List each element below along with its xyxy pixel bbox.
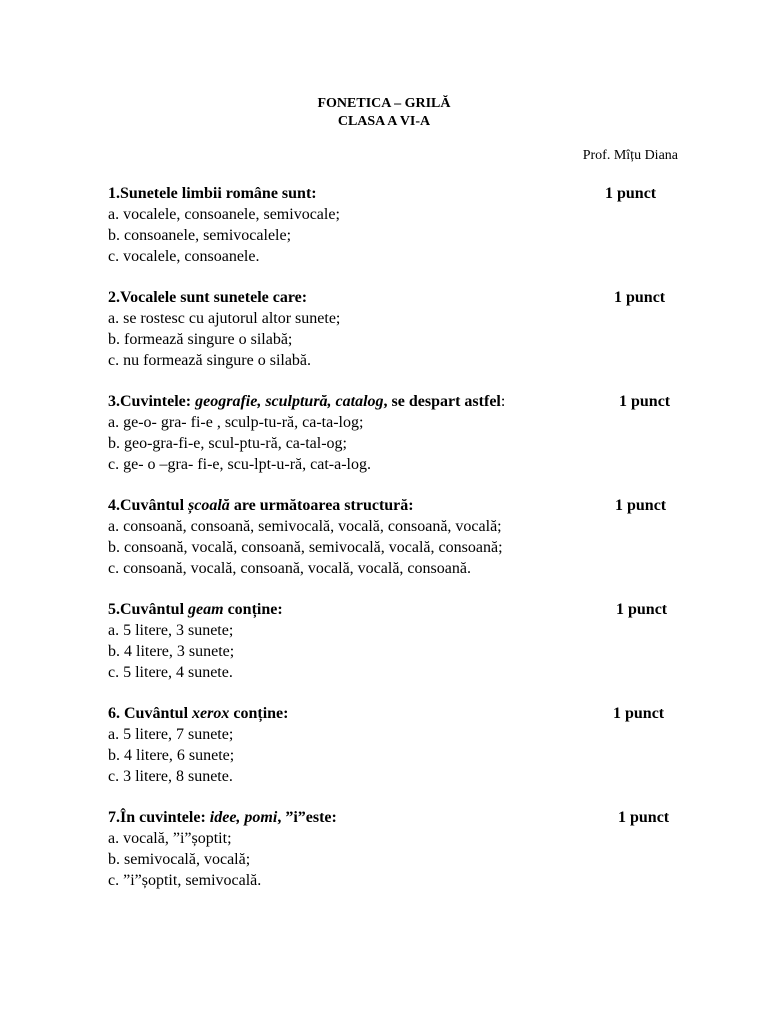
question-text [108,185,317,202]
question-3 [108,391,698,475]
question-text-part: , ”i”este: [277,809,337,826]
answer-option-b: b. formează singure o silabă; [108,331,293,348]
question-text [108,705,288,722]
points-label: 1 punct [605,185,657,202]
question-7 [108,807,698,891]
answer-option-c: c. ge- o –gra- fi-e, scu-lpt-u-ră, cat-a-log. [108,456,371,473]
answer-option-a: a. vocalele, consoanele, semivocale; [108,206,340,223]
document-subtitle: CLASA A VI-A [337,114,431,129]
points-label: 1 punct [616,601,668,618]
question-text-part: : [500,393,506,410]
answer-option-a: a. consoană, consoană, semivocală, vocală, consoană, vocală; [108,518,502,535]
question-term: geografie, sculptură, catalog [195,393,384,410]
answer-option-c: c. ”i”șoptit, semivocală. [108,872,262,889]
question-heading [108,703,698,724]
question-text [108,601,283,618]
question-term: xerox [192,705,230,722]
question-text-part: 3.Cuvintele: [108,393,196,410]
question-text-part: 6. Cuvântul [108,705,193,722]
question-text-part: , se despart astfel [383,393,501,410]
points-label: 1 punct [614,289,666,306]
points-label: 1 punct [615,497,667,514]
question-text [108,393,505,410]
question-heading [108,599,698,620]
answer-option-a: a. 5 litere, 3 sunete; [108,622,234,639]
question-term: școală [188,497,230,514]
answer-option-a: a. 5 litere, 7 sunete; [108,726,234,743]
question-4 [108,495,698,579]
points-label: 1 punct [613,705,665,722]
question-5 [108,599,698,683]
answer-option-a: a. vocală, ”i”șoptit; [108,830,232,847]
answer-option-b: b. semivocală, vocală; [108,851,251,868]
answer-option-b: b. geo-gra-fi-e, scul-ptu-ră, ca-tal-og; [108,435,347,452]
question-heading [108,807,698,828]
author-name: Prof. Mîțu Diana [582,148,678,163]
answer-option-a: a. se rostesc cu ajutorul altor sunete; [108,310,341,327]
answer-option-c: c. nu formează singure o silabă. [108,352,312,369]
question-heading [108,287,698,308]
answer-option-c: c. 5 litere, 4 sunete. [108,664,233,681]
answer-option-c: c. vocalele, consoanele. [108,248,260,265]
question-heading [108,391,698,412]
question-term: idee, pomi [209,809,278,826]
answer-option-b: b. 4 litere, 3 sunete; [108,643,235,660]
question-text-part: conține: [223,601,283,618]
answer-option-c: c. 3 litere, 8 sunete. [108,768,233,785]
question-text-part: 4.Cuvântul [108,497,189,514]
points-label: 1 punct [618,809,670,826]
document-title: FONETICA – GRILĂ [317,96,451,111]
question-text-part: 7.În cuvintele: [108,809,210,826]
question-text-part: 2.Vocalele sunt sunetele care: [108,289,308,306]
question-1 [108,183,698,267]
question-text [108,289,307,306]
question-text-part: are următoarea structură: [229,497,414,514]
question-text-part: 5.Cuvântul [108,601,189,618]
answer-option-b: b. consoanele, semivocalele; [108,227,292,244]
answer-option-b: b. 4 litere, 6 sunete; [108,747,235,764]
question-2 [108,287,698,371]
answer-option-c: c. consoană, vocală, consoană, vocală, vocală, consoană. [108,560,471,577]
question-text [108,497,414,514]
answer-option-b: b. consoană, vocală, consoană, semivocală, vocală, consoană; [108,539,503,556]
question-term: geam [188,601,224,618]
question-text-part: 1.Sunetele limbii române sunt: [108,185,317,202]
question-text [108,809,337,826]
points-label: 1 punct [619,393,671,410]
question-text-part: conține: [229,705,289,722]
question-heading [108,495,698,516]
question-heading [108,183,698,204]
answer-option-a: a. ge-o- gra- fi-e , sculp-tu-ră, ca-ta-log; [108,414,364,431]
question-6 [108,703,698,787]
